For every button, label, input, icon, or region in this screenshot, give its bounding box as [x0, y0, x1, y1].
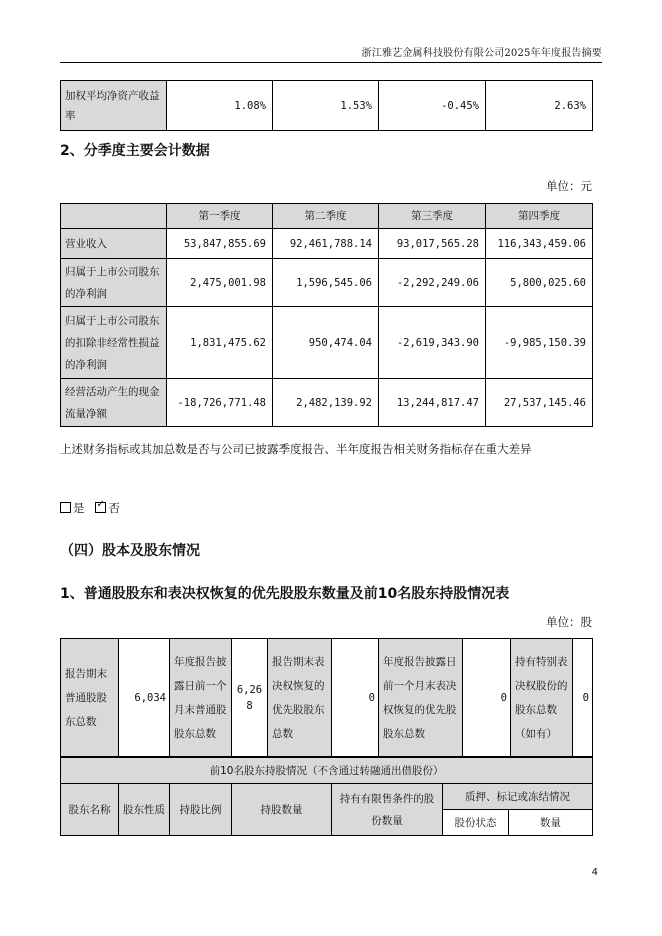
- cell: 5,800,025.60: [486, 259, 593, 307]
- row-label: 经营活动产生的现金流量净额: [61, 379, 167, 427]
- roe-value: 1.08%: [167, 81, 273, 131]
- roe-value: 2.63%: [486, 81, 593, 131]
- cell: -2,619,343.90: [379, 307, 486, 379]
- top10-title: 前10名股东持股情况（不含通过转融通出借股份）: [61, 758, 593, 784]
- header-pledge: 质押、标记或冻结情况: [443, 784, 593, 810]
- cell: 53,847,855.69: [167, 229, 273, 259]
- roe-value: -0.45%: [379, 81, 486, 131]
- quarterly-table: [60, 203, 593, 427]
- section4-title: （四）股本及股东情况: [60, 543, 200, 559]
- summary-value: 0: [573, 639, 593, 757]
- table-row: [61, 229, 593, 259]
- shareholders-unit: 单位：股: [546, 615, 592, 629]
- summary-label: 年度报告披露日前一个月末表决权恢复的优先股股东总数: [379, 639, 463, 757]
- row-label: 归属于上市公司股东的扣除非经常性损益的净利润: [61, 307, 167, 379]
- header-ratio: 持股比例: [170, 784, 232, 836]
- row-label: 归属于上市公司股东的净利润: [61, 259, 167, 307]
- summary-label: 持有特别表决权股份的股东总数（如有）: [511, 639, 573, 757]
- cell: 1,831,475.62: [167, 307, 273, 379]
- table-row: [61, 259, 593, 307]
- col-header: 第四季度: [486, 204, 593, 229]
- shareholders-summary-table: [60, 638, 593, 757]
- cell: -9,985,150.39: [486, 307, 593, 379]
- difference-note: 上述财务指标或其加总数是否与公司已披露季度报告、半年度报告相关财务指标存在重大差异: [60, 442, 532, 456]
- summary-value: 0: [463, 639, 511, 757]
- cell: 950,474.04: [273, 307, 379, 379]
- page-number: 4: [591, 867, 598, 878]
- cell: 1,596,545.06: [273, 259, 379, 307]
- choice-yes-label: 是: [73, 501, 85, 515]
- cell: 13,244,817.47: [379, 379, 486, 427]
- header-status: 股份状态: [443, 810, 509, 836]
- roe-table: [60, 80, 593, 131]
- col-header: 第三季度: [379, 204, 486, 229]
- shareholders-title: 1、普通股股东和表决权恢复的优先股股东数量及前10名股东持股情况表: [60, 586, 510, 602]
- summary-label: 报告期末表决权恢复的优先股股东总数: [268, 639, 332, 757]
- cell: 92,461,788.14: [273, 229, 379, 259]
- header-nature: 股东性质: [119, 784, 170, 836]
- table-row: [61, 379, 593, 427]
- yes-no-choice: [60, 500, 120, 516]
- top10-table: [60, 757, 593, 836]
- roe-label: 加权平均净资产收益率: [61, 81, 167, 131]
- cell: 116,343,459.06: [486, 229, 593, 259]
- header-count: 持股数量: [232, 784, 332, 836]
- cell: -18,726,771.48: [167, 379, 273, 427]
- summary-value: 0: [332, 639, 379, 757]
- col-header: 第二季度: [273, 204, 379, 229]
- quarterly-unit: 单位：元: [546, 179, 592, 193]
- summary-label: 报告期末普通股股东总数: [61, 639, 119, 757]
- header-amount: 数量: [509, 810, 593, 836]
- table-row: [61, 307, 593, 379]
- quarterly-title: 2、分季度主要会计数据: [60, 143, 210, 159]
- roe-value: 1.53%: [273, 81, 379, 131]
- summary-label: 年度报告披露日前一个月末普通股股东总数: [170, 639, 232, 757]
- cell: -2,292,249.06: [379, 259, 486, 307]
- checkbox-yes[interactable]: [60, 502, 71, 513]
- row-label: 营业收入: [61, 229, 167, 259]
- header-restricted: 持有有限售条件的股份数量: [332, 784, 443, 836]
- col-header: [61, 204, 167, 229]
- col-header: 第一季度: [167, 204, 273, 229]
- cell: 2,482,139.92: [273, 379, 379, 427]
- cell: 93,017,565.28: [379, 229, 486, 259]
- page-header: [60, 40, 602, 63]
- cell: 27,537,145.46: [486, 379, 593, 427]
- choice-no-label: 否: [108, 501, 120, 515]
- summary-value: 6,034: [119, 639, 170, 757]
- checkbox-no[interactable]: [95, 502, 106, 513]
- header-name: 股东名称: [61, 784, 119, 836]
- cell: 2,475,001.98: [167, 259, 273, 307]
- summary-value: 6,268: [232, 639, 268, 757]
- header-title: 浙江雅艺金属科技股份有限公司2025年年度报告摘要: [361, 48, 602, 59]
